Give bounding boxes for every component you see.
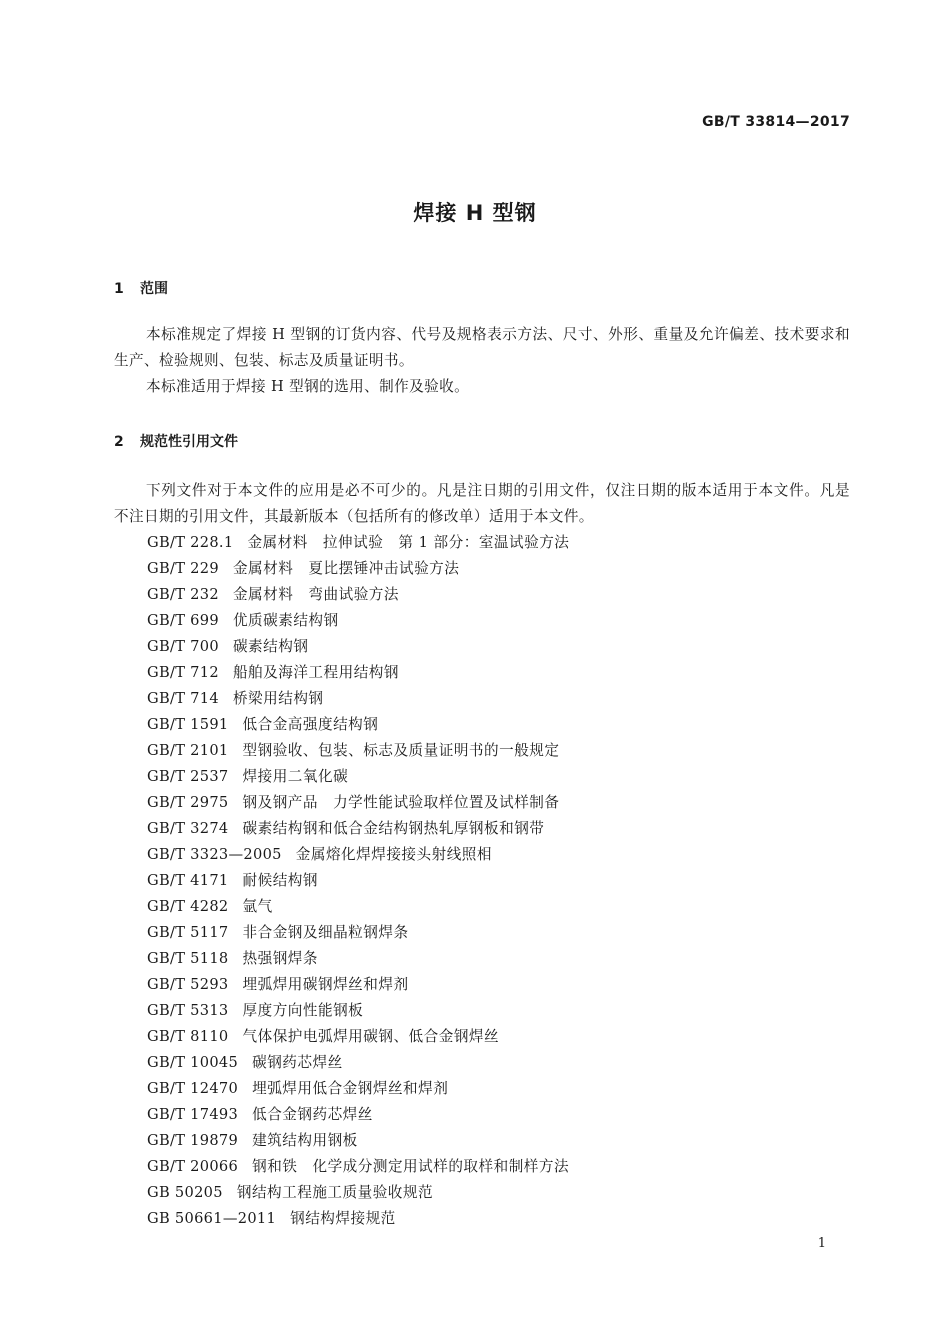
reference-code: GB/T 3274 — [147, 820, 229, 837]
reference-title: 型钢验收、包装、标志及质量证明书的一般规定 — [242, 742, 560, 759]
reference-item — [147, 920, 569, 946]
reference-code: GB/T 2975 — [147, 794, 229, 811]
reference-code: GB/T 1591 — [147, 716, 229, 733]
reference-item — [147, 816, 569, 842]
reference-title: 桥梁用结构钢 — [232, 690, 324, 707]
reference-code: GB/T 10045 — [147, 1054, 239, 1071]
section-2-title: 规范性引用文件 — [140, 434, 238, 450]
reference-code: GB/T 3323—2005 — [147, 846, 282, 863]
reference-code: GB 50205 — [147, 1184, 223, 1201]
section-1-paragraph-2: 本标准适用于焊接 H 型钢的选用、制作及验收。 — [146, 378, 470, 395]
section-1-number: 1 — [114, 281, 124, 297]
page-number: 1 — [817, 1236, 826, 1251]
section-2-paragraph-1: 下列文件对于本文件的应用是必不可少的。凡是注日期的引用文件，仅注日期的版本适用于本文件。凡是不注日期的引用文件，其最新版本（包括所有的修改单）适用于本文件。 — [114, 482, 850, 525]
reference-code: GB/T 699 — [147, 612, 219, 629]
reference-item — [147, 972, 569, 998]
reference-item — [147, 582, 569, 608]
reference-title: 低合金高强度结构钢 — [242, 716, 379, 733]
reference-title: 建筑结构用钢板 — [252, 1132, 358, 1149]
section-1-paragraph-1: 本标准规定了焊接 H 型钢的订货内容、代号及规格表示方法、尺寸、外形、重量及允许偏差、技术要求和生产、检验规则、包装、标志及质量证明书。 — [114, 326, 850, 369]
reference-title: 气体保护电弧焊用碳钢、低合金钢焊丝 — [242, 1028, 500, 1045]
document-title: 焊接 H 型钢 — [413, 201, 537, 225]
reference-title: 耐候结构钢 — [242, 872, 318, 889]
reference-title: 碳钢药芯焊丝 — [252, 1054, 343, 1071]
reference-title: 钢和铁 化学成分测定用试样的取样和制样方法 — [252, 1158, 570, 1175]
reference-item — [147, 556, 569, 582]
reference-item — [147, 634, 569, 660]
reference-item — [147, 764, 569, 790]
reference-code: GB/T 712 — [147, 664, 219, 681]
reference-item — [147, 1128, 569, 1154]
reference-code: GB/T 12470 — [147, 1080, 239, 1097]
standard-code: GB/T 33814—2017 — [702, 114, 850, 130]
reference-title: 金属材料 夏比摆锤冲击试验方法 — [232, 560, 460, 577]
reference-title: 非合金钢及细晶粒钢焊条 — [242, 924, 409, 941]
reference-title: 优质碳素结构钢 — [232, 612, 339, 629]
reference-code: GB/T 232 — [147, 586, 219, 603]
reference-code: GB/T 4171 — [147, 872, 229, 889]
reference-code: GB/T 5293 — [147, 976, 229, 993]
reference-item — [147, 1206, 569, 1232]
reference-title: 热强钢焊条 — [242, 950, 318, 967]
reference-item — [147, 660, 569, 686]
section-2-heading — [114, 431, 238, 451]
reference-title: 钢及钢产品 力学性能试验取样位置及试样制备 — [242, 794, 560, 811]
reference-code: GB/T 2537 — [147, 768, 229, 785]
reference-item — [147, 686, 569, 712]
reference-item — [147, 1050, 569, 1076]
reference-item — [147, 1154, 569, 1180]
reference-title: 低合金钢药芯焊丝 — [252, 1106, 373, 1123]
reference-item — [147, 868, 569, 894]
reference-title: 焊接用二氧化碳 — [242, 768, 349, 785]
reference-code: GB/T 19879 — [147, 1132, 239, 1149]
reference-code: GB 50661—2011 — [147, 1210, 277, 1227]
reference-title: 碳素结构钢和低合金结构钢热轧厚钢板和钢带 — [242, 820, 545, 837]
reference-code: GB/T 17493 — [147, 1106, 239, 1123]
reference-code: GB/T 229 — [147, 560, 219, 577]
reference-item — [147, 998, 569, 1024]
reference-code: GB/T 5118 — [147, 950, 229, 967]
reference-title: 厚度方向性能钢板 — [242, 1002, 364, 1019]
reference-title: 金属材料 弯曲试验方法 — [232, 586, 399, 603]
reference-code: GB/T 5313 — [147, 1002, 229, 1019]
reference-title: 钢结构焊接规范 — [290, 1210, 396, 1227]
reference-title: 埋弧焊用低合金钢焊丝和焊剂 — [252, 1080, 449, 1097]
reference-item — [147, 894, 569, 920]
reference-item — [147, 1180, 569, 1206]
reference-title: 船舶及海洋工程用结构钢 — [232, 664, 399, 681]
reference-code: GB/T 714 — [147, 690, 219, 707]
reference-code: GB/T 4282 — [147, 898, 229, 915]
reference-item — [147, 738, 569, 764]
reference-item — [147, 842, 569, 868]
reference-code: GB/T 20066 — [147, 1158, 239, 1175]
reference-item — [147, 1102, 569, 1128]
reference-code: GB/T 5117 — [147, 924, 229, 941]
reference-item — [147, 530, 569, 556]
section-1-heading — [114, 278, 168, 298]
normative-references-list — [147, 530, 569, 1232]
reference-code: GB/T 2101 — [147, 742, 229, 759]
reference-title: 金属材料 拉伸试验 第 1 部分：室温试验方法 — [247, 534, 570, 551]
reference-code: GB/T 228.1 — [147, 534, 234, 551]
reference-title: 金属熔化焊焊接接头射线照相 — [295, 846, 492, 863]
reference-item — [147, 712, 569, 738]
reference-item — [147, 790, 569, 816]
reference-item — [147, 946, 569, 972]
reference-item — [147, 608, 569, 634]
reference-title: 埋弧焊用碳钢焊丝和焊剂 — [242, 976, 409, 993]
reference-title: 钢结构工程施工质量验收规范 — [236, 1184, 434, 1201]
reference-title: 氩气 — [242, 898, 273, 915]
reference-code: GB/T 700 — [147, 638, 219, 655]
reference-item — [147, 1024, 569, 1050]
section-2-number: 2 — [114, 434, 124, 450]
section-1-title: 范围 — [140, 281, 168, 297]
reference-title: 碳素结构钢 — [232, 638, 309, 655]
reference-item — [147, 1076, 569, 1102]
reference-code: GB/T 8110 — [147, 1028, 229, 1045]
